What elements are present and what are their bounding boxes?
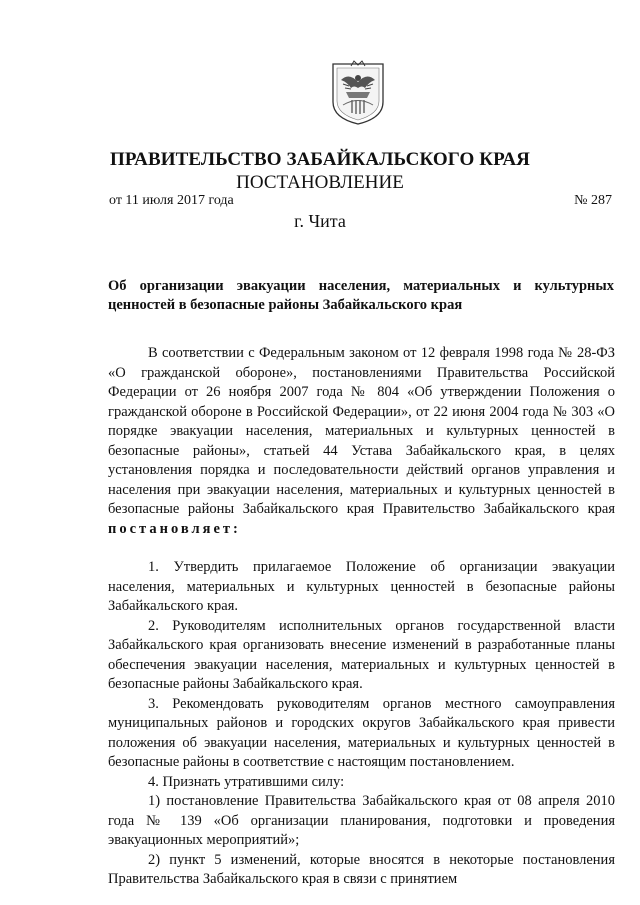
preamble-text: В соответствии с Федеральным законом от 12 февраля 1998 года № 28-ФЗ «О гражданской обороне», постановлениями Правительства Российской Федерации от 26 ноября 2007 года № 804 «Об утверждении Положения о гражданской обороне в Российской Федерации», от 22 июня 2004 года № 303 «О порядке эвакуации населения, материальных и культурных ценностей в безопасные районы», статьей 44 Устава Забайкальского края, в целях установления порядка и последовательности действий органов управления и населения при эвакуации населения, материальных и культурных ценностей в безопасные районы Забайкальского края Правительство Забайкальского края: [108, 345, 615, 517]
document-number: № 287: [574, 193, 612, 208]
body-paragraph: 4. Признать утратившими силу:: [148, 773, 345, 790]
document-type: ПОСТАНОВЛЕНИЕ: [236, 172, 404, 193]
body-paragraph: 1. Утвердить прилагаемое Положение об организации эвакуации населения, материальных и культурных ценностей в безопасные районы Забайкальского края.: [108, 559, 615, 614]
document-city: г. Чита: [294, 211, 346, 231]
body-paragraph: 2. Руководителям исполнительных органов государственной власти Забайкальского края организовать внесение изменений в разработанные планы обеспечения эвакуации населения, материальных и культурных ценностей в безопасные районы Забайкальского края.: [108, 617, 615, 692]
government-title: ПРАВИТЕЛЬСТВО ЗАБАЙКАЛЬСКОГО КРАЯ: [109, 149, 530, 170]
preamble-paragraph: [108, 344, 615, 539]
document-body: [108, 344, 615, 890]
body-paragraph: 2) пункт 5 изменений, которые вносятся в некоторые постановления Правительства Забайкальского края в связи с принятием: [108, 851, 615, 887]
document-subject: Об организации эвакуации населения, материальных и культурных ценностей в безопасные районы Забайкальского края: [108, 278, 614, 313]
body-paragraph: 1) постановление Правительства Забайкальского края от 08 апреля 2010 года № 139 «Об организации планирования, подготовки и проведения эвакуационных мероприятий»;: [108, 793, 615, 848]
decree-word: постановляет:: [108, 520, 241, 537]
coat-of-arms-icon: [329, 58, 387, 126]
body-paragraph: 3. Рекомендовать руководителям органов местного самоуправления муниципальных районов и городских округов Забайкальского края привести положения об эвакуации населения, материальных и культурных ценностей в безопасные районы в соответствие с настоящим постановлением.: [108, 695, 615, 770]
document-date: от 11 июля 2017 года: [109, 193, 234, 208]
